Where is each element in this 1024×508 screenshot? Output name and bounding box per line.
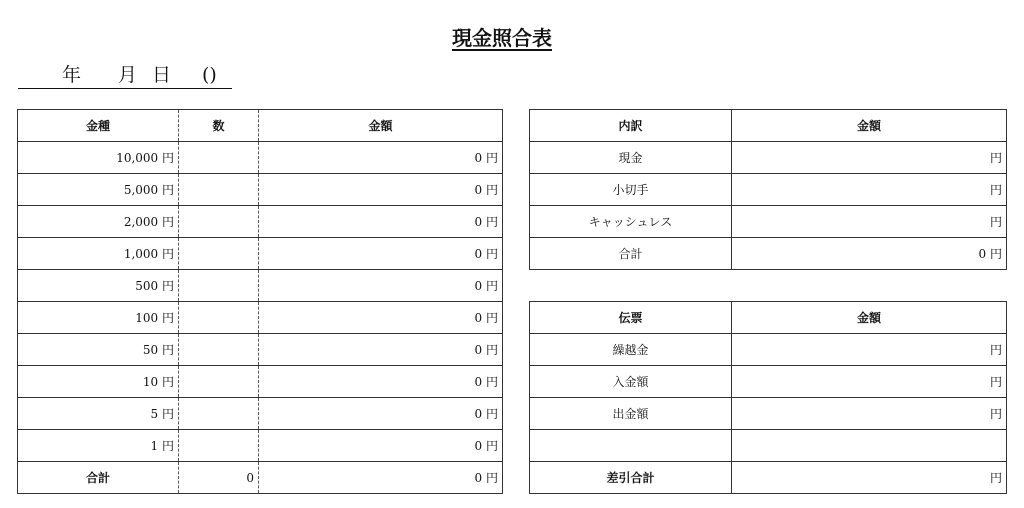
count-cell[interactable]	[179, 302, 259, 334]
table-row	[18, 334, 503, 366]
denomination-cell: 5,000 円	[18, 174, 179, 206]
date-day-label: 日	[152, 64, 172, 86]
count-cell[interactable]	[179, 206, 259, 238]
denomination-cell: 2,000 円	[18, 206, 179, 238]
count-cell[interactable]	[179, 270, 259, 302]
table-row	[18, 238, 503, 270]
amount-cell[interactable]: 0 円	[259, 206, 503, 238]
denomination-cell: 1 円	[18, 430, 179, 462]
denomination-table	[17, 109, 503, 494]
count-cell[interactable]	[179, 174, 259, 206]
slip-total-label: 差引合計	[530, 462, 732, 494]
table-row	[530, 430, 1007, 462]
header-breakdown-amount: 金額	[732, 110, 1007, 142]
total-count[interactable]: 0	[179, 462, 259, 494]
table-row	[18, 206, 503, 238]
date-line[interactable]	[18, 64, 232, 89]
table-row	[530, 206, 1007, 238]
header-count: 数	[179, 110, 259, 142]
breakdown-table	[529, 109, 1007, 270]
header-amount: 金額	[259, 110, 503, 142]
breakdown-amount[interactable]: 円	[732, 142, 1007, 174]
denomination-cell: 500 円	[18, 270, 179, 302]
breakdown-amount[interactable]: 円	[732, 206, 1007, 238]
count-cell[interactable]	[179, 238, 259, 270]
table-row	[18, 174, 503, 206]
amount-cell[interactable]: 0 円	[259, 366, 503, 398]
slip-label: 入金額	[530, 366, 732, 398]
denomination-cell: 100 円	[18, 302, 179, 334]
amount-cell[interactable]: 0 円	[259, 238, 503, 270]
breakdown-total-amount[interactable]: 0 円	[732, 238, 1007, 270]
denomination-cell: 10 円	[18, 366, 179, 398]
amount-cell[interactable]: 0 円	[259, 398, 503, 430]
slip-label: 繰越金	[530, 334, 732, 366]
count-cell[interactable]	[179, 334, 259, 366]
page-title: 現金照合表	[452, 26, 552, 50]
slip-amount[interactable]: 円	[732, 398, 1007, 430]
table-row	[530, 366, 1007, 398]
table-row	[18, 270, 503, 302]
header-slip: 伝票	[530, 302, 732, 334]
table-row	[18, 366, 503, 398]
breakdown-total-label: 合計	[530, 238, 732, 270]
breakdown-label: 現金	[530, 142, 732, 174]
header-denomination: 金種	[18, 110, 179, 142]
count-cell[interactable]	[179, 398, 259, 430]
total-label: 合計	[18, 462, 179, 494]
header-slip-amount: 金額	[732, 302, 1007, 334]
date-year-label: 年	[62, 64, 82, 86]
table-row	[18, 398, 503, 430]
table-row	[18, 430, 503, 462]
header-breakdown: 内訳	[530, 110, 732, 142]
denomination-cell: 1,000 円	[18, 238, 179, 270]
count-cell[interactable]	[179, 142, 259, 174]
amount-cell[interactable]: 0 円	[259, 302, 503, 334]
table-row	[530, 238, 1007, 270]
amount-cell[interactable]: 0 円	[259, 430, 503, 462]
table-row	[530, 142, 1007, 174]
denomination-cell: 5 円	[18, 398, 179, 430]
table-row	[530, 334, 1007, 366]
slip-label: 出金額	[530, 398, 732, 430]
amount-cell[interactable]: 0 円	[259, 334, 503, 366]
slip-amount[interactable]	[732, 430, 1007, 462]
table-row	[18, 302, 503, 334]
slip-label[interactable]	[530, 430, 732, 462]
table-row	[18, 142, 503, 174]
amount-cell[interactable]: 0 円	[259, 270, 503, 302]
denomination-cell: 50 円	[18, 334, 179, 366]
denomination-cell: 10,000 円	[18, 142, 179, 174]
slip-amount[interactable]: 円	[732, 366, 1007, 398]
breakdown-label: キャッシュレス	[530, 206, 732, 238]
date-month-label: 月	[118, 64, 138, 86]
count-cell[interactable]	[179, 366, 259, 398]
table-row	[530, 398, 1007, 430]
slip-total-amount[interactable]: 円	[732, 462, 1007, 494]
total-amount[interactable]: 0 円	[259, 462, 503, 494]
count-cell[interactable]	[179, 430, 259, 462]
breakdown-label: 小切手	[530, 174, 732, 206]
slip-amount[interactable]: 円	[732, 334, 1007, 366]
date-weekday-paren: ()	[202, 64, 217, 86]
amount-cell[interactable]: 0 円	[259, 174, 503, 206]
slip-table	[529, 301, 1007, 494]
amount-cell[interactable]: 0 円	[259, 142, 503, 174]
breakdown-amount[interactable]: 円	[732, 174, 1007, 206]
table-row	[530, 174, 1007, 206]
